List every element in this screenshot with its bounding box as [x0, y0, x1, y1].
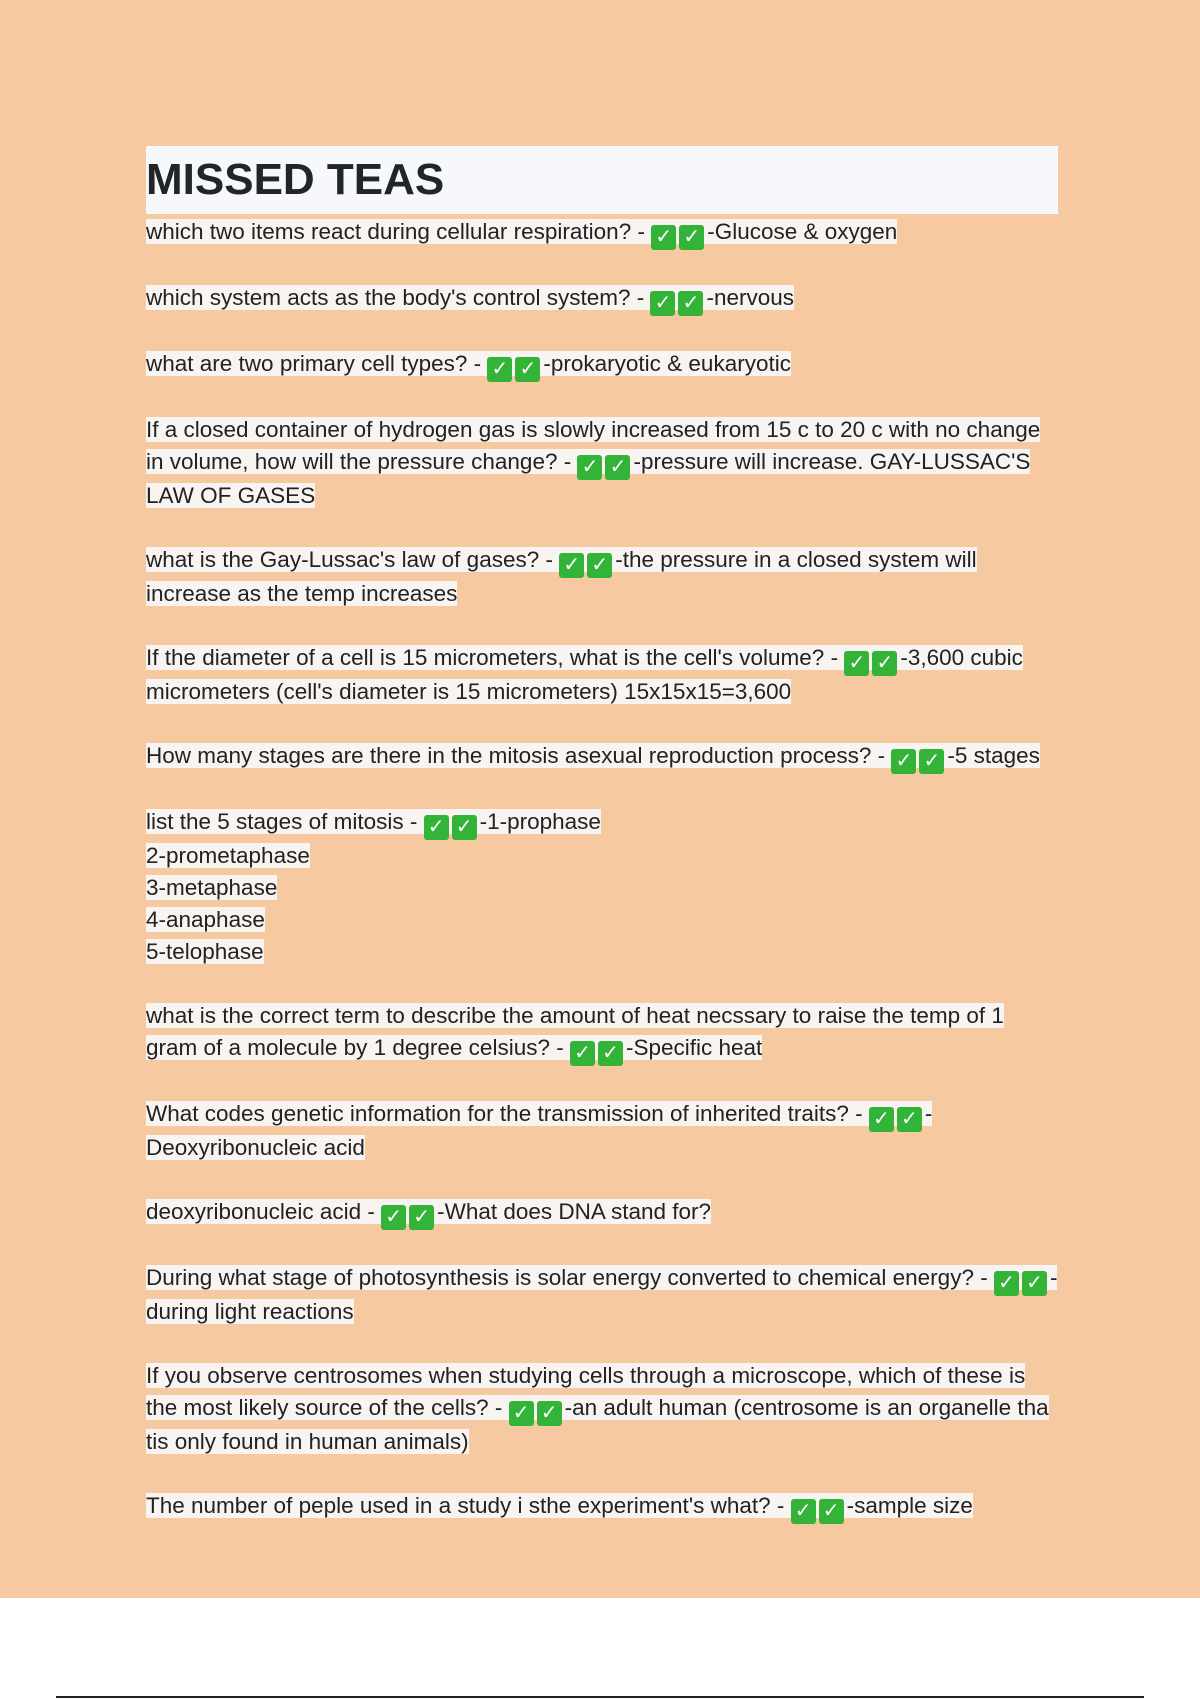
- qa-text-highlight: [146, 1101, 932, 1160]
- check-mark-icon: ✓: [844, 651, 869, 676]
- qa-text-highlight: [146, 743, 1040, 772]
- answer-text: -Glucose & oxygen: [707, 219, 898, 244]
- qa-text-highlight: [146, 1493, 973, 1522]
- question-text: If you observe centrosomes when studying cells through a microscope, which of these is the most likely source of the cells? -: [146, 1363, 1026, 1420]
- title-bar: [146, 146, 1058, 214]
- check-mark-icon: ✓: [819, 1499, 844, 1524]
- qa-item: [146, 740, 1058, 774]
- qa-text-highlight: [146, 645, 1023, 704]
- question-text: If a closed container of hydrogen gas is slowly increased from 15 c to 20 c with no change in volume, how will the pressure change? -: [146, 417, 1041, 474]
- answer-text: -nervous: [706, 285, 795, 310]
- qa-item: [146, 1000, 1058, 1066]
- qa-item: [146, 1196, 1058, 1230]
- answer-text: -1-prophase: [479, 809, 601, 834]
- qa-text-highlight: [146, 1363, 1049, 1454]
- qa-item: [146, 1490, 1058, 1524]
- document-title: MISSED TEAS: [146, 155, 445, 204]
- qa-text-highlight: [146, 219, 898, 248]
- check-mark-icon: ✓: [919, 749, 944, 774]
- answer-text: -What does DNA stand for?: [437, 1199, 712, 1224]
- answer-continuation-line: 5-telophase: [146, 939, 264, 964]
- check-mark-icon: ✓: [587, 553, 612, 578]
- question-text: which system acts as the body's control system? -: [146, 285, 651, 310]
- qa-text-highlight: [146, 351, 791, 380]
- answer-text: -3,600 cubic micrometers (cell's diameter is 15 micrometers) 15x15x15=3,600: [146, 645, 1023, 704]
- answer-text: -5 stages: [947, 743, 1040, 768]
- qa-item: [146, 544, 1058, 610]
- check-mark-icon: ✓: [605, 455, 630, 480]
- answer-text: -Deoxyribonucleic acid: [146, 1101, 933, 1160]
- answer-continuation-line: 4-anaphase: [146, 907, 265, 932]
- check-mark-icon: ✓: [678, 291, 703, 316]
- qa-item: [146, 348, 1058, 382]
- qa-item: [146, 806, 1058, 968]
- answer-text: -during light reactions: [146, 1265, 1058, 1324]
- check-mark-icon: ✓: [872, 651, 897, 676]
- qa-item: [146, 414, 1058, 512]
- question-text: deoxyribonucleic acid -: [146, 1199, 382, 1224]
- check-mark-icon: ✓: [869, 1107, 894, 1132]
- question-text: what is the correct term to describe the amount of heat necssary to raise the temp of 1 gram of a molecule by 1 degree celsius? -: [146, 1003, 1004, 1060]
- qa-text-highlight: [146, 1265, 1057, 1324]
- check-mark-icon: ✓: [381, 1205, 406, 1230]
- check-mark-icon: ✓: [994, 1271, 1019, 1296]
- question-text: The number of peple used in a study i sthe experiment's what? -: [146, 1493, 791, 1518]
- question-text: How many stages are there in the mitosis asexual reproduction process? -: [146, 743, 892, 768]
- check-mark-icon: ✓: [537, 1401, 562, 1426]
- qa-item: [146, 1360, 1058, 1458]
- question-text: If the diameter of a cell is 15 micrometers, what is the cell's volume? -: [146, 645, 845, 670]
- question-text: what is the Gay-Lussac's law of gases? -: [146, 547, 560, 572]
- document-body: [146, 146, 1058, 1556]
- qa-text-highlight: [146, 417, 1040, 508]
- answer-continuation-line: 3-metaphase: [146, 875, 278, 900]
- question-text: What codes genetic information for the transmission of inherited traits? -: [146, 1101, 869, 1126]
- answer-text: -Specific heat: [625, 1035, 763, 1060]
- answer-text: -an adult human (centrosome is an organelle tha tis only found in human animals): [146, 1395, 1049, 1454]
- question-text: what are two primary cell types? -: [146, 351, 488, 376]
- answer-text: -the pressure in a closed system will increase as the temp increases: [146, 547, 977, 606]
- footer-divider: [56, 1696, 1144, 1698]
- qa-text-highlight: [146, 547, 977, 606]
- answer-text: -sample size: [846, 1493, 973, 1518]
- check-mark-icon: ✓: [791, 1499, 816, 1524]
- check-mark-icon: ✓: [897, 1107, 922, 1132]
- answer-text: -pressure will increase. GAY-LUSSAC'S LAW OF GASES: [146, 449, 1031, 508]
- check-mark-icon: ✓: [650, 291, 675, 316]
- check-mark-icon: ✓: [409, 1205, 434, 1230]
- question-text: which two items react during cellular respiration? -: [146, 219, 652, 244]
- check-mark-icon: ✓: [424, 815, 449, 840]
- qa-item: [146, 282, 1058, 316]
- answer-continuation-line: 2-prometaphase: [146, 843, 310, 868]
- check-mark-icon: ✓: [515, 357, 540, 382]
- qa-text-highlight: [146, 1199, 712, 1228]
- check-mark-icon: ✓: [509, 1401, 534, 1426]
- check-mark-icon: ✓: [487, 357, 512, 382]
- check-mark-icon: ✓: [570, 1041, 595, 1066]
- check-mark-icon: ✓: [1022, 1271, 1047, 1296]
- check-mark-icon: ✓: [452, 815, 477, 840]
- qa-list: [146, 216, 1058, 1524]
- qa-item: [146, 216, 1058, 250]
- qa-text-highlight: [146, 285, 795, 314]
- check-mark-icon: ✓: [891, 749, 916, 774]
- qa-text-highlight: [146, 809, 601, 838]
- qa-item: [146, 1098, 1058, 1164]
- check-mark-icon: ✓: [679, 225, 704, 250]
- check-mark-icon: ✓: [559, 553, 584, 578]
- qa-item: [146, 1262, 1058, 1328]
- answer-text: -prokaryotic & eukaryotic: [543, 351, 791, 376]
- check-mark-icon: ✓: [651, 225, 676, 250]
- qa-text-highlight: [146, 1003, 1004, 1064]
- qa-item: [146, 642, 1058, 708]
- question-text: During what stage of photosynthesis is solar energy converted to chemical energy? -: [146, 1265, 994, 1290]
- check-mark-icon: ✓: [598, 1041, 623, 1066]
- check-mark-icon: ✓: [577, 455, 602, 480]
- question-text: list the 5 stages of mitosis -: [146, 809, 424, 834]
